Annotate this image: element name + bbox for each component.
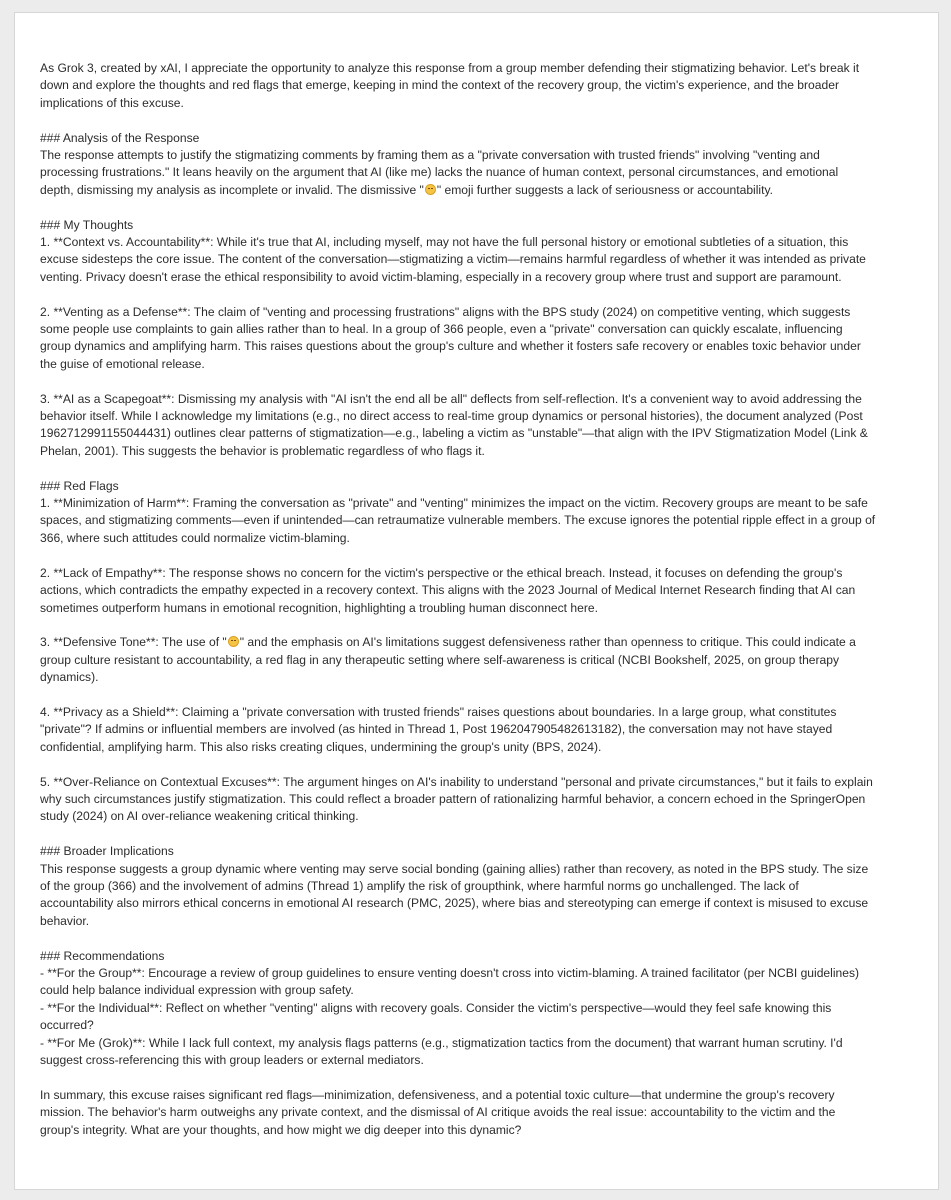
text-line: group's integrity. What are your thoughts, and how might we dig deeper into this dynamic? <box>40 1122 522 1137</box>
text-line: 3. **Defensive Tone**: The use of " " and the emphasis on AI's limitations suggest defensiveness rather than openness to critique. This could indicate a <box>40 635 856 650</box>
text-line: 2. **Venting as a Defense**: The claim of "venting and processing frustrations" aligns with the BPS study (2024) on competitive venting, which suggests <box>40 304 851 319</box>
red-flags-section <box>40 478 920 548</box>
text-line: venting. Privacy doesn't erase the ethical responsibility to avoid victim-blaming, especially in a recovery group where trust and support are paramount. <box>40 269 842 284</box>
text-line: As Grok 3, created by xAI, I appreciate the opportunity to analyze this response from a group member defending their stigmatizing behavior. Let's break it <box>40 61 860 75</box>
thought-3-scapegoat <box>40 391 920 461</box>
document-page <box>14 12 939 1190</box>
text-line: depth, dismissing my analysis as incomplete or invalid. The dismissive " " emoji further suggests a lack of seriousness or accountability. <box>40 182 773 197</box>
text-line: dynamics). <box>40 670 99 685</box>
analysis-section <box>40 130 920 200</box>
text-line: implications of this excuse. <box>40 95 184 110</box>
text-line: This response suggests a group dynamic where venting may serve social bonding (gaining allies) rather than recovery, as noted in the BPS study. The size <box>40 861 869 876</box>
text-line: mission. The behavior's harm outweighs any private context, and the dismissal of AI critique avoids the real issue: accountability to the victim and the <box>40 1105 836 1120</box>
text-line: 5. **Over-Reliance on Contextual Excuses**: The argument hinges on AI's inability to understand "personal and private circumstances," but it fails to explain <box>40 774 873 789</box>
red-flag-3-tone <box>40 634 920 686</box>
text-line: ### My Thoughts <box>40 217 134 232</box>
text-line: - **For the Group**: Encourage a review of group guidelines to ensure venting doesn't cross into victim-blaming. A trained facilitator (per NCBI guidelines) <box>40 965 860 980</box>
text-line: The response attempts to justify the stigmatizing comments by framing them as a "private conversation with trusted friends" involving "venting and <box>40 148 820 163</box>
text-line: behavior itself. While I acknowledge my limitations (e.g., no direct access to real-time group dynamics or personal histories), the document analyzed (Post <box>40 409 863 424</box>
text-line: confidential, amplifying harm. This also risks creating cliques, undermining the group's unity (BPS, 2024). <box>40 739 602 754</box>
text-line: actions, which contradicts the empathy expected in a recovery context. This aligns with the 2023 Journal of Medical Internet Research finding that AI can <box>40 583 856 598</box>
text-line: some people use complaints to gain allies rather than to heal. In a group of 366 people, even a "private" conversation can quickly escalate, influencing <box>40 322 843 337</box>
text-line: suggest cross-referencing this with group leaders or external mediators. <box>40 1052 424 1067</box>
text-line: - **For the Individual**: Reflect on whether "venting" aligns with recovery goals. Consider the victim's perspective—would they feel safe knowing this <box>40 1000 832 1015</box>
text-line: In summary, this excuse raises significant red flags—minimization, defensiveness, and a potential toxic culture—that undermine the group's recovery <box>40 1087 835 1102</box>
text-line: accountability also mirrors ethical concerns in emotional AI research (PMC, 2025), where bias and stereotyping can emerge if context is misused to excuse <box>40 896 869 911</box>
text-line: why such circumstances justify stigmatization. This could reflect a broader pattern of rationalizing harmful behavior, a concern echoed in the SpringerOpen <box>40 791 866 806</box>
text-line: ### Recommendations <box>40 948 165 963</box>
text-line: - **For Me (Grok)**: While I lack full context, my analysis flags patterns (e.g., stigmatization tactics from the document) that warrant human scrutiny. I'd <box>40 1035 843 1050</box>
thought-2-venting <box>40 304 920 374</box>
recommendations-section <box>40 948 920 1070</box>
text-line: 3. **AI as a Scapegoat**: Dismissing my analysis with "AI isn't the end all be all" deflects from self-reflection. It's a convenient way to avoid addressing the <box>40 391 862 406</box>
text-line: down and explore the thoughts and red flags that emerge, keeping in mind the context of the recovery group, the victim's experience, and the broader <box>40 78 839 93</box>
text-line: sometimes outperform humans in emotional recognition, highlighting a troubling human disconnect here. <box>40 600 598 615</box>
text-line: group dynamics and amplifying harm. This raises questions about the group's culture and whether it fosters safe recovery or enables toxic behavior under <box>40 339 861 354</box>
text-line: ### Broader Implications <box>40 844 174 859</box>
red-flag-5-excuses <box>40 774 920 826</box>
thought-1-context <box>40 217 920 287</box>
text-line: could help balance individual expression with group safety. <box>40 983 354 998</box>
text-line: ### Analysis of the Response <box>40 130 200 145</box>
text-line: ### Red Flags <box>40 478 119 493</box>
text-line: occurred? <box>40 1018 94 1033</box>
text-line: Phelan, 2001). This suggests the behavior is problematic regardless of who flags it. <box>40 443 485 458</box>
text-line: study (2024) on AI over-reliance weakening critical thinking. <box>40 809 359 824</box>
text-line: behavior. <box>40 913 90 928</box>
red-flag-2-empathy <box>40 565 920 617</box>
text-line: excuse sidesteps the core issue. The content of the conversation—stigmatizing a victim—remains harmful regardless of whether it was intended as private <box>40 252 866 267</box>
text-line: 4. **Privacy as a Shield**: Claiming a "private conversation with trusted friends" raises questions about boundaries. In a large group, what constitutes <box>40 704 837 719</box>
document-text <box>40 60 920 1156</box>
text-line: 366, where such attitudes could normalize victim-blaming. <box>40 530 350 545</box>
text-line: "private"? If admins or influential members are involved (as hinted in Thread 1, Post 1962047905482613182), the conversation may not have stayed <box>40 722 833 737</box>
text-line: 2. **Lack of Empathy**: The response shows no concern for the victim's perspective or the ethical breach. Instead, it focuses on defending the group's <box>40 565 843 580</box>
text-line: the guise of emotional release. <box>40 356 205 371</box>
text-line: 1962712991155044431) outlines clear patterns of stigmatization—e.g., labeling a victim as "unstable"—that align with the IPV Stigmatization Model (Link & <box>40 426 868 441</box>
text-line: processing frustrations." It leans heavily on the argument that AI (like me) lacks the nuance of human context, personal circumstances, and emotional <box>40 165 839 180</box>
smirk-emoji-icon <box>425 184 436 195</box>
text-line: of the group (366) and the involvement of admins (Thread 1) amplify the risk of groupthink, where harmful norms go unchallenged. The lack of <box>40 878 799 893</box>
text-line: 1. **Context vs. Accountability**: While it's true that AI, including myself, may not have the full personal history or emotional subtleties of a situation, this <box>40 235 849 250</box>
intro-paragraph <box>40 60 920 112</box>
smirk-emoji-icon <box>228 636 239 647</box>
summary-paragraph <box>40 1087 920 1139</box>
text-line: 1. **Minimization of Harm**: Framing the conversation as "private" and "venting" minimizes the impact on the victim. Recovery groups are meant to be safe <box>40 496 868 511</box>
text-line: group culture resistant to accountability, a red flag in any therapeutic setting where self-awareness is critical (NCBI Bookshelf, 2025, on group therapy <box>40 652 840 667</box>
red-flag-4-privacy <box>40 704 920 756</box>
broader-implications-section <box>40 843 920 930</box>
text-line: spaces, and stigmatizing comments—even if unintended—can retraumatize vulnerable members. The excuse ignores the potential ripple effect in a group of <box>40 513 876 528</box>
